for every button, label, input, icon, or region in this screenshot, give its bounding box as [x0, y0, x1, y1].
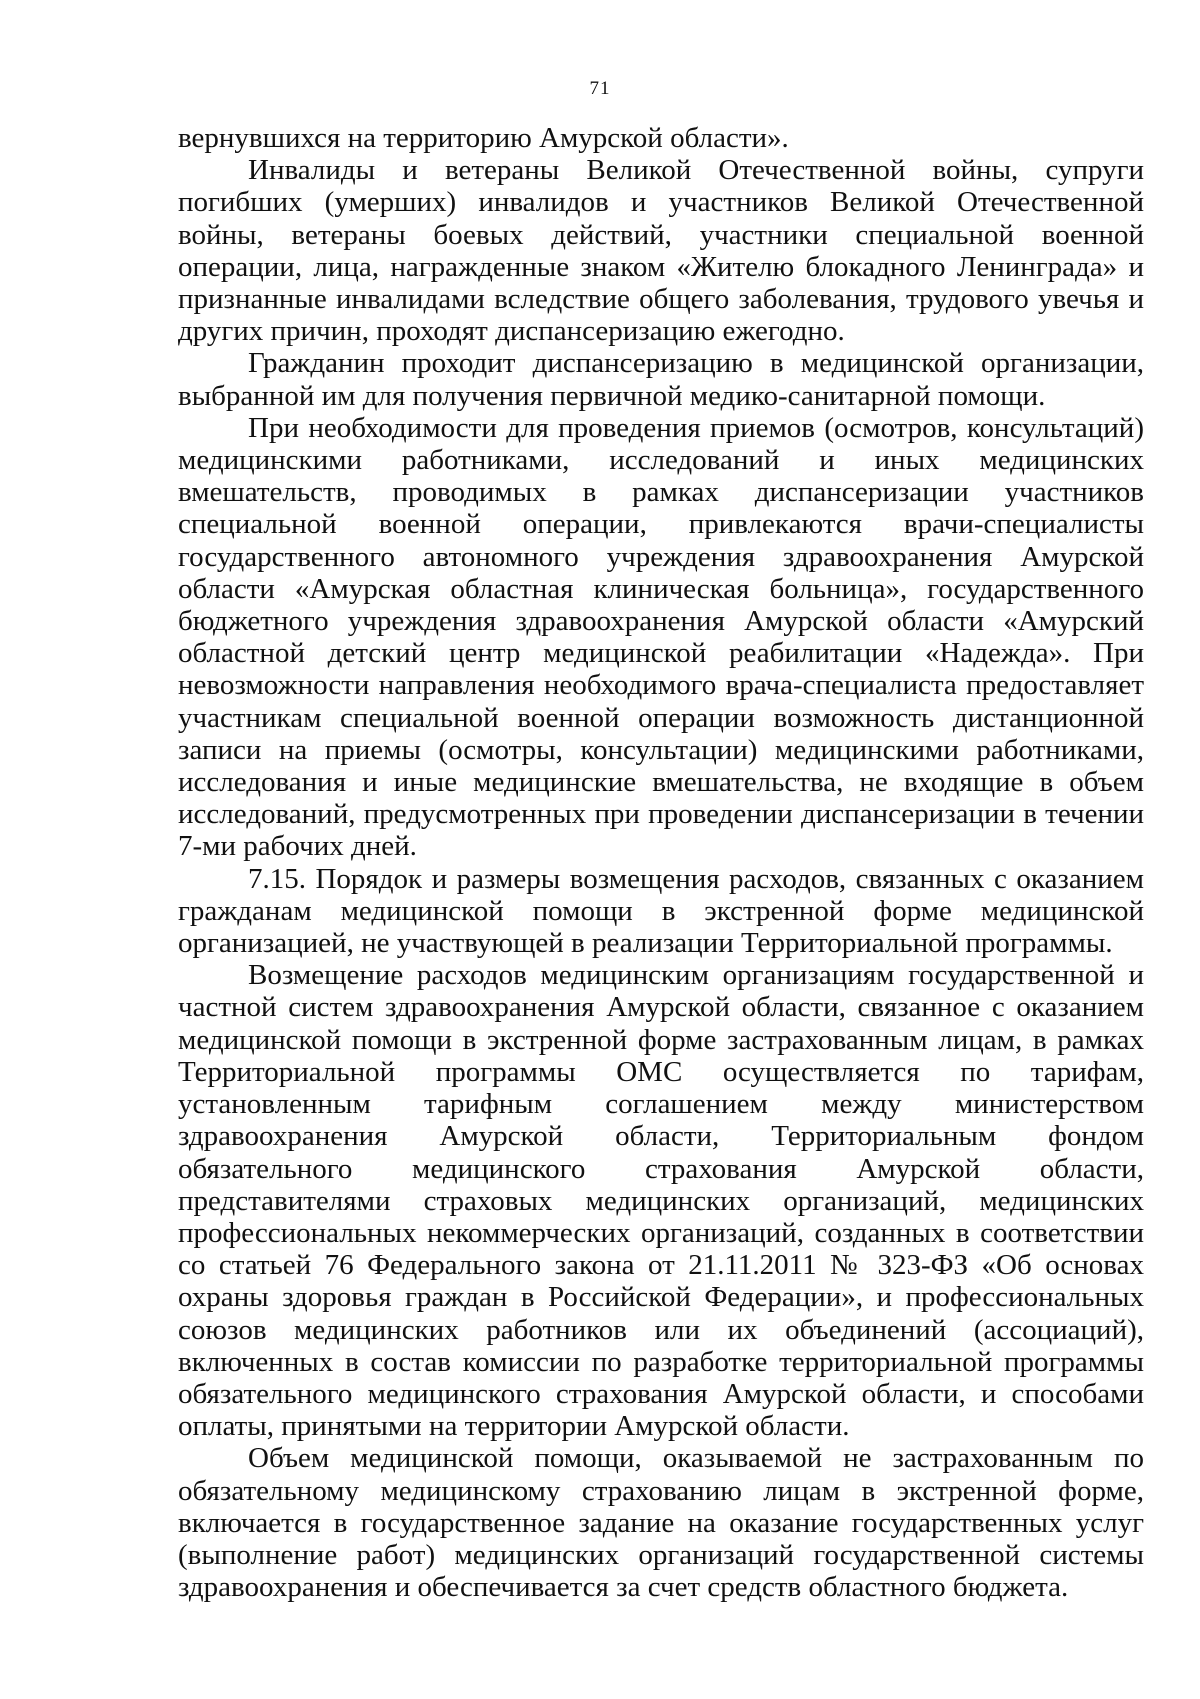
paragraph-section-7-15: 7.15. Порядок и размеры возмещения расходов, связанных с оказанием гражданам медицинской помощи в экстренной форме медицинской организацией, не участвующей в реализации Территориальной программы. — [178, 862, 1144, 960]
paragraph-veterans-dispensarization: Инвалиды и ветераны Великой Отечественной войны, супруги погибших (умерших) инвалидов и участников Великой Отечественной войны, ветераны боевых действий, участники специальной военной операции, лица, награжденные знаком «Жителю блокадного Ленинграда» и признанные инвалидами вследствие общего заболевания, трудового увечья и других причин, проходят диспансеризацию ежегодно. — [178, 154, 1144, 348]
document-body — [178, 122, 1144, 1603]
paragraph-continuation: вернувшихся на территорию Амурской области». — [178, 122, 789, 154]
page-number: 71 — [589, 78, 611, 99]
paragraph-citizen-organization: Гражданин проходит диспансеризацию в медицинской организации, выбранной им для получения первичной медико-санитарной помощи. — [178, 347, 1144, 412]
paragraph-reimbursement: Возмещение расходов медицинским организациям государственной и частной систем здравоохранения Амурской области, связанное с оказанием медицинской помощи в экстренной форме застрахованным лицам, в рамках Территориальной программы ОМС осуществляется по тарифам, установленным тарифным соглашением между министерством здравоохранения Амурской области, Территориальным фондом обязательного медицинского страхования Амурской области, представителями страховых медицинских организаций, медицинских профессиональных некоммерческих организаций, созданных в соответствии со статьей 76 Федерального закона от 21.11.2011 № 323-ФЗ «Об основах охраны здоровья граждан в Российской Федерации», и профессиональных союзов медицинских работников или их объединений (ассоциаций), включенных в состав комиссии по разработке территориальной программы обязательного медицинского страхования Амурской области, и способами оплаты, принятыми на территории Амурской области. — [178, 959, 1144, 1443]
paragraph-specialists: При необходимости для проведения приемов (осмотров, консультаций) медицинскими работниками, исследований и иных медицинских вмешательств, проводимых в рамках диспансеризации участников специальной военной операции, привлекаются врачи-специалисты государственного автономного учреждения здравоохранения Амурской области «Амурская областная клиническая больница», государственного бюджетного учреждения здравоохранения Амурской области «Амурский областной детский центр медицинской реабилитации «Надежда». При невозможности направления необходимого врача-специалиста предоставляет участникам специальной военной операции возможность дистанционной записи на приемы (осмотры, консультации) медицинскими работниками, исследования и иные медицинские вмешательства, не входящие в объем исследований, предусмотренных при проведении диспансеризации в течении 7-ми рабочих дней. — [178, 411, 1144, 863]
paragraph-uninsured-volume: Объем медицинской помощи, оказываемой не застрахованным по обязательному медицинскому страхованию лицам в экстренной форме, включается в государственное задание на оказание государственных услуг (выполнение работ) медицинских организаций государственной системы здравоохранения и обеспечивается за счет средств областного бюджета. — [178, 1442, 1144, 1604]
